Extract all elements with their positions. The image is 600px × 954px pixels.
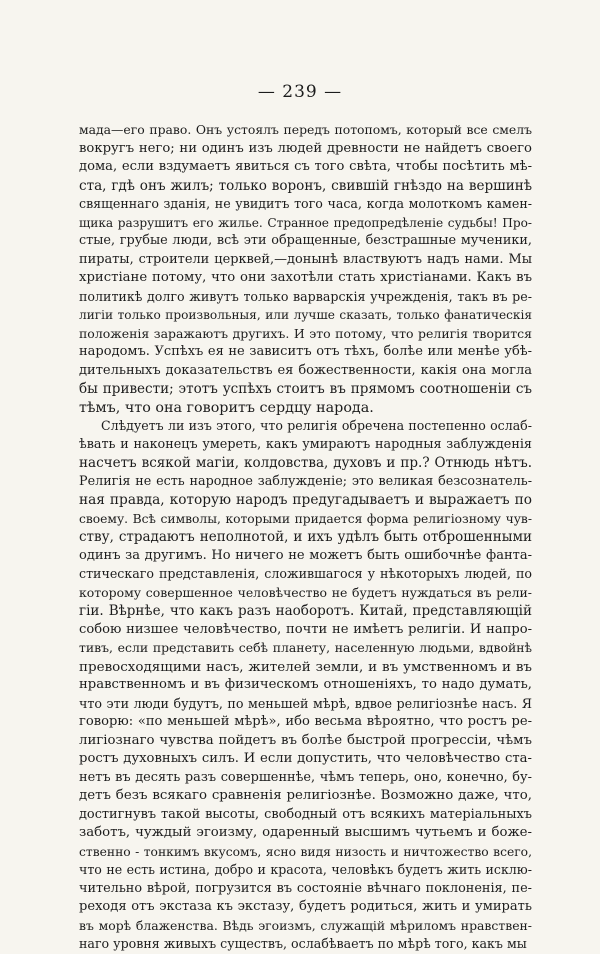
text-line: ростъ духовныхъ силъ. И если допустить, что человѣчество ста-	[79, 751, 532, 766]
text-line: которому совершенное человѣчество не будетъ нуждаться въ рели-	[79, 584, 532, 600]
text-line: гіи. Вѣрнѣе, что какъ разъ наоборотъ. Китай, представляющій	[79, 603, 532, 619]
text-line: детъ безъ всякаго сравненія религіознѣе. Возможно даже, что,	[79, 788, 532, 803]
text-line: насчетъ всякой магіи, колдовства, духовъ и пр.? Отнюдь нѣтъ.	[79, 455, 532, 471]
text-line: своему. Всѣ символы, которыми придается форма религіозному чув-	[79, 511, 532, 526]
text-line: нравственномъ и въ физическомъ отношеніяхъ, то надо думать,	[79, 677, 532, 692]
text-line: стые, грубые люди, всѣ эти обращенные, безстрашные мученики,	[79, 233, 532, 248]
body-text	[79, 121, 532, 954]
text-line: лигіознаго чувства пойдетъ въ болѣе быстрой прогрессіи, чѣмъ	[79, 732, 532, 748]
text-line: реходя отъ экстаза къ экстазу, будетъ родиться, жить и умирать	[79, 899, 532, 914]
text-line: христіане потому, что они захотѣли стать христіанами. Какъ въ	[79, 270, 532, 285]
text-line: говорю: «по меньшей мѣрѣ», ибо весьма вѣроятно, что ростъ ре-	[79, 714, 532, 729]
text-line: наго уровня живыхъ существъ, ослабѣваетъ по мѣрѣ того, какъ мы	[79, 936, 527, 951]
text-line: дома, если вздумаетъ явиться съ того свѣта, чтобы посѣтить мѣ-	[79, 159, 532, 174]
text-line: политикѣ долго живутъ только варварскія учрежденія, такъ въ ре-	[79, 288, 532, 304]
text-line: бы привести; этотъ успѣхъ стоитъ въ прямомъ соотношеніи съ	[79, 381, 532, 397]
text-line: народомъ. Успѣхъ ея не зависитъ отъ тѣхъ, болѣе или менѣе убѣ-	[79, 344, 532, 359]
text-line: въ морѣ блаженства. Вѣдь эгоизмъ, служащій мѣриломъ нравствен-	[79, 917, 532, 933]
text-line: дительныхъ доказательствъ ея божественности, какія она могла	[79, 362, 532, 378]
text-line: лигіи только произвольныя, или лучше сказать, только фанатическія	[79, 308, 532, 322]
text-line: тивъ, если представить себѣ планету, населенную людьми, вдвойнѣ	[79, 640, 532, 655]
text-line: ная правда, которую народъ предугадываетъ и выражаетъ по	[79, 492, 532, 508]
text-line: собою низшее человѣчество, почти не имѣетъ религіи. И напро-	[79, 621, 532, 637]
text-line: заботъ, чуждый эгоизму, одаренный высшимъ чутьемъ и боже-	[79, 825, 532, 840]
text-line: ѣвать и наконецъ умереть, какъ умираютъ народныя заблужденія	[79, 436, 532, 452]
text-line: пираты, строители церквей,—донынѣ властвуютъ надъ нами. Мы	[79, 251, 532, 267]
text-line: ста, гдѣ онъ жилъ; только воронъ, свившій гнѣздо на вершинѣ	[79, 177, 532, 194]
text-line: достигнувъ такой высоты, свободный отъ всякихъ матеріальныхъ	[79, 806, 532, 822]
text-line: положенія заражаютъ другихъ. И это потому, что религія творится	[79, 325, 532, 341]
text-line: стическаго представленія, сложившагося у нѣкоторыхъ людей, по	[79, 566, 532, 581]
text-line: тѣмъ, что она говоритъ сердцу народа.	[79, 399, 374, 416]
text-line: щика разрушитъ его жилье. Странное предопредѣленіе судьбы! Про-	[79, 215, 532, 230]
text-line: что эти люди будутъ, по меньшей мѣрѣ, вдвое религіознѣе насъ. Я	[79, 695, 532, 711]
text-line: Слѣдуетъ ли изъ этого, что религія обречена постепенно ослаб-	[101, 418, 532, 433]
text-line: одинъ за другимъ. Но ничего не можетъ быть ошибочнѣе фанта-	[79, 547, 532, 563]
text-line: нетъ въ десять разъ совершеннѣе, чѣмъ теперь, оно, конечно, бу-	[79, 769, 532, 785]
text-line: ственно - тонкимъ вкусомъ, ясно видя низость и ничтожество всего,	[79, 844, 532, 859]
text-line: священнаго зданія, не увидитъ того часа, когда молоткомъ камен-	[79, 196, 532, 211]
text-line: ству, страдаютъ неполнотой, и ихъ удѣлъ быть отброшенными	[79, 529, 532, 545]
text-line: превосходящими насъ, жителей земли, и въ умственномъ и въ	[79, 658, 532, 675]
text-line: вокругъ него; ни одинъ изъ людей древности не найдетъ своего	[79, 140, 532, 156]
text-line: что не есть истина, добро и красота, человѣкъ будетъ жить исклю-	[79, 862, 532, 877]
page-number: — 239 —	[257, 82, 343, 102]
text-line: чительно вѣрой, погрузится въ состояніе вѣчнаго поклоненія, пе-	[79, 880, 532, 896]
text-line: мада—его право. Онъ устоялъ передъ потопомъ, который все смелъ	[79, 122, 532, 137]
text-line: Религія не есть народное заблужденіе; это великая безсознатель-	[79, 473, 532, 489]
